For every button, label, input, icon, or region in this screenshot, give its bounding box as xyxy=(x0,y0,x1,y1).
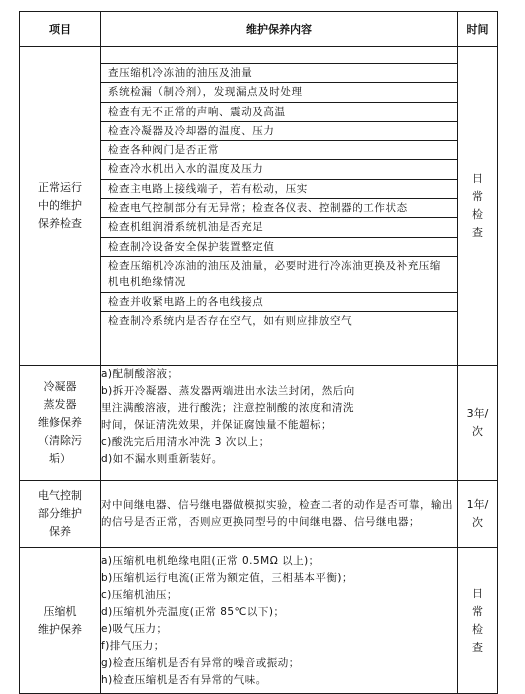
time-line: 次 xyxy=(472,425,483,438)
time-char: 检 xyxy=(472,622,483,636)
list-item: f)排气压力； xyxy=(101,639,165,652)
time-char: 常 xyxy=(472,190,483,203)
condenser-step-list xyxy=(101,366,457,468)
header-content: 维护保养内容 xyxy=(101,12,458,47)
header-project: 项目 xyxy=(20,12,101,47)
list-item: 查压缩机冷冻油的油压及油量 xyxy=(101,63,457,82)
list-item: 时间，保证清洗效果，并保证腐蚀量不能超标； xyxy=(101,419,332,431)
time-char: 日 xyxy=(472,172,483,185)
table-row xyxy=(20,47,498,366)
time-char: 日 xyxy=(472,586,483,600)
condenser-project-line: （清除污 xyxy=(38,434,82,447)
list-item: c)酸洗完后用清水冲洗 3 次以上； xyxy=(101,436,270,448)
condenser-project-line: 垢） xyxy=(49,452,71,465)
routine-item-list xyxy=(101,47,457,334)
compressor-content-cell xyxy=(101,548,458,694)
list-item: a)压缩机电机绝缘电阻(正常 0.5MΩ 以上)； xyxy=(101,554,320,567)
table-header-row xyxy=(20,12,498,47)
list-item: 检查冷凝器及冷却器的温度、压力 xyxy=(101,121,457,140)
list-item: 检查主电路上接线端子，若有松动，压实 xyxy=(101,179,457,198)
condenser-project-line: 蒸发器 xyxy=(43,398,77,411)
list-item: 检查制冷系统内是否存在空气，如有则应排放空气 xyxy=(101,311,457,334)
electrical-project-line: 保养 xyxy=(49,525,71,538)
time-line: 1年/ xyxy=(466,498,489,511)
electrical-project-cell xyxy=(20,481,101,548)
routine-content-cell xyxy=(101,47,458,366)
list-item: 检查制冷设备安全保护装置整定值 xyxy=(101,237,457,256)
routine-project-line: 正常运行 xyxy=(38,181,82,194)
electrical-content-cell xyxy=(101,481,458,548)
electrical-project-line: 部分维护 xyxy=(38,507,82,520)
compressor-check-list xyxy=(101,553,457,689)
list-item: 检查电气控制部分有无异常；检查各仪表、控制器的工作状态 xyxy=(101,198,457,217)
time-char: 检 xyxy=(472,208,483,221)
list-item: 检查各种阀门是否正常 xyxy=(101,140,457,159)
maintenance-table xyxy=(19,11,498,694)
routine-project-line: 中的维护 xyxy=(38,199,82,212)
electrical-time-cell xyxy=(458,481,498,548)
table-row xyxy=(20,481,498,548)
list-item: b)压缩机运行电流(正常为额定值，三相基本平衡)； xyxy=(101,571,353,584)
list-item: e)吸气压力； xyxy=(101,622,168,635)
time-char: 查 xyxy=(472,226,483,239)
list-item: a)配制酸溶液； xyxy=(101,368,179,380)
list-item: g)检查压缩机是否有异常的噪音或振动； xyxy=(101,656,300,669)
list-item: d)压缩机外壳温度(正常 85℃以下)； xyxy=(101,605,285,618)
condenser-project-line: 冷凝器 xyxy=(43,380,77,393)
time-char: 查 xyxy=(472,640,483,654)
list-item: b)拆开冷凝器、蒸发器两端进出水法兰封闭，然后向 xyxy=(101,385,355,397)
condenser-project-line: 维修保养 xyxy=(38,416,82,429)
compressor-time-cell xyxy=(458,548,498,694)
list-item: d)如不漏水则重新装好。 xyxy=(101,453,223,465)
electrical-project-line: 电气控制 xyxy=(38,489,82,502)
time-line: 次 xyxy=(472,516,483,529)
condenser-project-cell xyxy=(20,366,101,481)
list-item: 检查机组润滑系统机油是否充足 xyxy=(101,217,457,236)
time-line: 3年/ xyxy=(466,407,489,420)
time-char: 常 xyxy=(472,604,483,618)
condenser-time-cell xyxy=(458,366,498,481)
routine-project-cell xyxy=(20,47,101,366)
list-item: c)压缩机油压； xyxy=(101,588,178,601)
compressor-project-line: 压缩机 xyxy=(43,604,77,618)
routine-project-line: 保养检查 xyxy=(38,217,82,230)
list-item: 里注满酸溶液，进行酸洗；注意控制酸的浓度和清洗 xyxy=(101,402,354,414)
condenser-content-cell xyxy=(101,366,458,481)
list-item: 检查并收紧电路上的各电线接点 xyxy=(101,292,457,311)
list-item: 系统检漏（制冷剂），发现漏点及时处理 xyxy=(101,82,457,101)
list-item: 检查压缩机冷冻油的油压及油量，必要时进行冷冻油更换及补充压缩机电机绝缘情况 xyxy=(101,256,457,292)
routine-time-cell xyxy=(458,47,498,366)
list-item: h)检查压缩机是否有异常的气味。 xyxy=(101,673,267,686)
compressor-project-cell xyxy=(20,548,101,694)
header-time: 时间 xyxy=(458,12,498,47)
electrical-text: 对中间继电器、信号继电器做模拟实验，检查二者的动作是否可靠，输出的信号是否正常，否则应更换同型号的中间继电器、信号继电器； xyxy=(101,499,453,528)
list-item: 检查冷水机出入水的温度及压力 xyxy=(101,159,457,178)
table-row xyxy=(20,548,498,694)
table-row xyxy=(20,366,498,481)
compressor-project-line: 维护保养 xyxy=(38,622,82,636)
list-item: 检查有无不正常的声响、震动及高温 xyxy=(101,102,457,121)
